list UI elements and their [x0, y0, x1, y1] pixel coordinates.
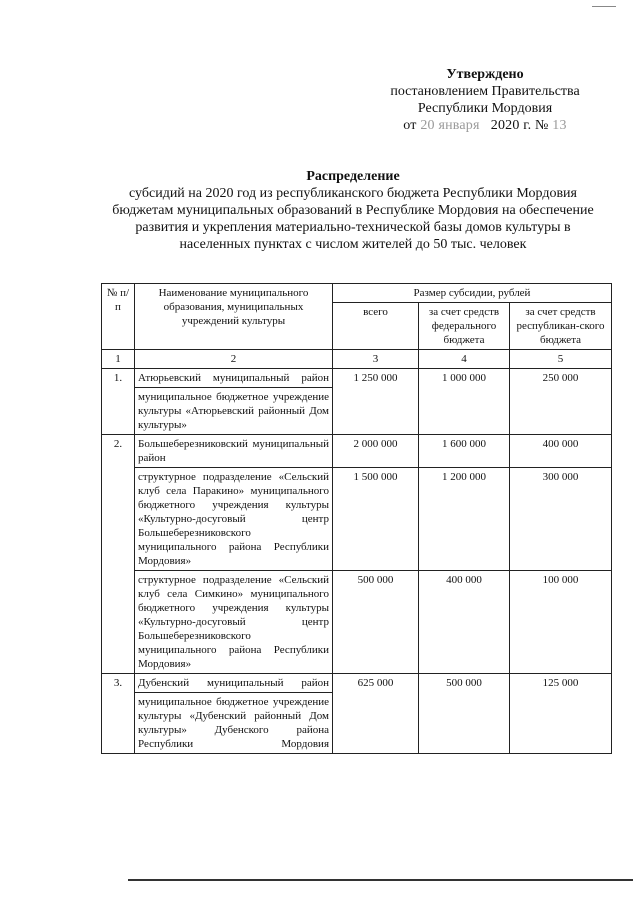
header-row: [102, 284, 612, 303]
colnum: 3: [333, 350, 419, 369]
table-row: [102, 369, 612, 388]
header-num: № п/п: [102, 284, 135, 350]
approval-number: 13: [552, 118, 567, 133]
column-numbers-row: [102, 350, 612, 369]
approval-day: 20: [420, 118, 435, 133]
row-republican: 400 000: [510, 435, 612, 468]
title-line-1: субсидий на 2020 год из республиканского бюджета Республики Мордовия: [129, 186, 577, 201]
row-num: 3.: [102, 674, 135, 754]
document-title: [80, 168, 626, 253]
approval-year: 2020 г. №: [490, 118, 549, 133]
row-num: 1.: [102, 369, 135, 435]
title-line-2: бюджетам муниципальных образований в Республике Мордовия на обеспечение: [112, 203, 594, 218]
table-row: [102, 468, 612, 571]
approval-month: января: [438, 118, 480, 133]
district-name: Большеберезниковский муниципальный район: [135, 435, 333, 468]
approval-block: [340, 66, 630, 134]
top-edge-mark: [592, 6, 616, 7]
institution-name: муниципальное бюджетное учреждение культуры «Атюрьевский районный Дом культуры»: [135, 388, 333, 435]
institution-republican: 300 000: [510, 468, 612, 571]
row-federal: 1 600 000: [419, 435, 510, 468]
institution-republican: 100 000: [510, 571, 612, 674]
row-federal: 1 000 000: [419, 369, 510, 435]
district-name: Дубенский муниципальный район: [135, 674, 333, 693]
row-republican: 250 000: [510, 369, 612, 435]
row-total: 1 250 000: [333, 369, 419, 435]
approval-date-line: [340, 117, 630, 134]
title-line-3: развития и укрепления материально-технической базы домов культуры в: [135, 220, 571, 235]
colnum: 5: [510, 350, 612, 369]
institution-total: 1 500 000: [333, 468, 419, 571]
institution-federal: 400 000: [419, 571, 510, 674]
title-heading: Распределение: [306, 169, 400, 184]
header-size: Размер субсидии, рублей: [333, 284, 612, 303]
institution-total: 500 000: [333, 571, 419, 674]
approved-label: Утверждено: [446, 67, 524, 82]
institution-federal: 1 200 000: [419, 468, 510, 571]
row-republican: 125 000: [510, 674, 612, 754]
header-republican: за счет средств республикан-ского бюджета: [510, 303, 612, 350]
table-row: [102, 435, 612, 468]
from-label: от: [403, 118, 417, 133]
row-num: 2.: [102, 435, 135, 674]
district-name: Атюрьевский муниципальный район: [135, 369, 333, 388]
header-name: Наименование муниципального образования, муниципальных учреждений культуры: [135, 284, 333, 350]
colnum: 4: [419, 350, 510, 369]
row-total: 2 000 000: [333, 435, 419, 468]
institution-name: структурное подразделение «Сельский клуб села Симкино» муниципального бюджетного учреждения культуры «Культурно-досуговый центр Большеберезниковского муниципального района Республики Мордовия»: [135, 571, 333, 674]
title-line-4: населенных пунктах с числом жителей до 50 тыс. человек: [179, 237, 527, 252]
approved-by: постановлением Правительства: [390, 84, 580, 99]
colnum: 2: [135, 350, 333, 369]
bottom-edge-line: [128, 879, 633, 881]
institution-name: структурное подразделение «Сельский клуб села Паракино» муниципального бюджетного учреждения культуры «Культурно-досуговый центр Большеберезниковского муниципального района Республики Мордовия»: [135, 468, 333, 571]
colnum: 1: [102, 350, 135, 369]
row-federal: 500 000: [419, 674, 510, 754]
header-total: всего: [333, 303, 419, 350]
row-total: 625 000: [333, 674, 419, 754]
institution-name: муниципальное бюджетное учреждение культуры «Дубенский районный Дом культуры» Дубенского района Республики Мордовия: [135, 693, 333, 754]
subsidy-table: [101, 283, 612, 754]
approved-republic: Республики Мордовия: [417, 101, 553, 116]
table-row: [102, 674, 612, 693]
header-federal: за счет средств федерального бюджета: [419, 303, 510, 350]
table-row: [102, 571, 612, 674]
